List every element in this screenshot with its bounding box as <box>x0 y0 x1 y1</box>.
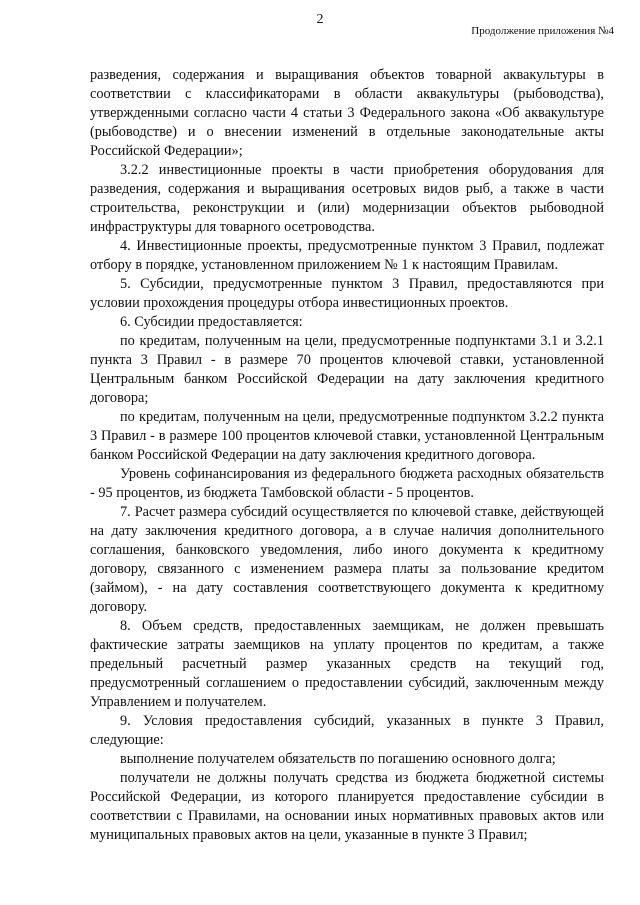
page-number: 2 <box>316 12 324 27</box>
paragraph-9: 9. Условия предоставления субсидий, указанных в пункте 3 Правил, следующие: <box>90 713 604 748</box>
paragraph-4: 4. Инвестиционные проекты, предусмотренные пунктом 3 Правил, подлежат отбору в порядке, установленном приложением № 1 к настоящим Правилам. <box>90 238 604 273</box>
paragraph-cofinancing: Уровень софинансирования из федерального бюджета расходных обязательств - 95 процентов, из бюджета Тамбовской области - 5 процентов. <box>90 466 604 501</box>
paragraph-5: 5. Субсидии, предусмотренные пунктом 3 Правил, предоставляются при условии прохождения процедуры отбора инвестиционных проектов. <box>90 276 604 311</box>
paragraph-9-item-1: выполнение получателем обязательств по погашению основного долга; <box>120 751 556 767</box>
document-body <box>90 66 604 845</box>
paragraph-8: 8. Объем средств, предоставленных заемщикам, не должен превышать фактические затраты заемщиков на уплату процентов по кредитам, а также предельный расчетный размер указанных средств на текущий год, предусмотренный соглашением о предоставлении субсидий, заключенным между Управлением и получателем. <box>90 618 604 710</box>
paragraph-6-item-2: по кредитам, полученным на цели, предусмотренные подпунктом 3.2.2 пункта 3 Правил - в размере 100 процентов ключевой ставки, установленной Центральным банком Российской Федерации на дату заключения кредитного договора. <box>90 409 604 463</box>
paragraph-3-2-2: 3.2.2 инвестиционные проекты в части приобретения оборудования для разведения, содержания и выращивания осетровых видов рыб, а также в части строительства, реконструкции и (или) модернизации объектов рыбоводной инфраструктуры для товарного осетроводства. <box>90 162 604 235</box>
paragraph-7: 7. Расчет размера субсидий осуществляется по ключевой ставке, действующей на дату заключения кредитного договора, а в случае наличия дополнительного соглашения, банковского уведомления, либо иного документа к кредитному договору, связанного с изменением размера платы за пользование кредитом (займом), - на дату составления соответствующего документа к кредитному договору. <box>90 504 604 615</box>
paragraph-continuation: разведения, содержания и выращивания объектов товарной аквакультуры в соответствии с классификаторами в области аквакультуры (рыбоводства), утвержденными согласно части 4 статьи 3 Федерального закона «Об аквакультуре (рыбоводстве) и о внесении изменений в отдельные законодательные акты Российской Федерации»; <box>90 67 604 159</box>
paragraph-6-item-1: по кредитам, полученным на цели, предусмотренные подпунктами 3.1 и 3.2.1 пункта 3 Правил - в размере 70 процентов ключевой ставки, установленной Центральным банком Российской Федерации на дату заключения кредитного договора; <box>90 333 604 406</box>
paragraph-6: 6. Субсидии предоставляется: <box>120 314 303 330</box>
header-note: Продолжение приложения №4 <box>471 25 614 37</box>
paragraph-9-item-2: получатели не должны получать средства из бюджета бюджетной системы Российской Федерации, из которого планируется предоставление субсидии в соответствии с Правилами, на основании иных нормативных правовых актов или муниципальных правовых актов на цели, указанные в пункте 3 Правил; <box>90 770 604 843</box>
